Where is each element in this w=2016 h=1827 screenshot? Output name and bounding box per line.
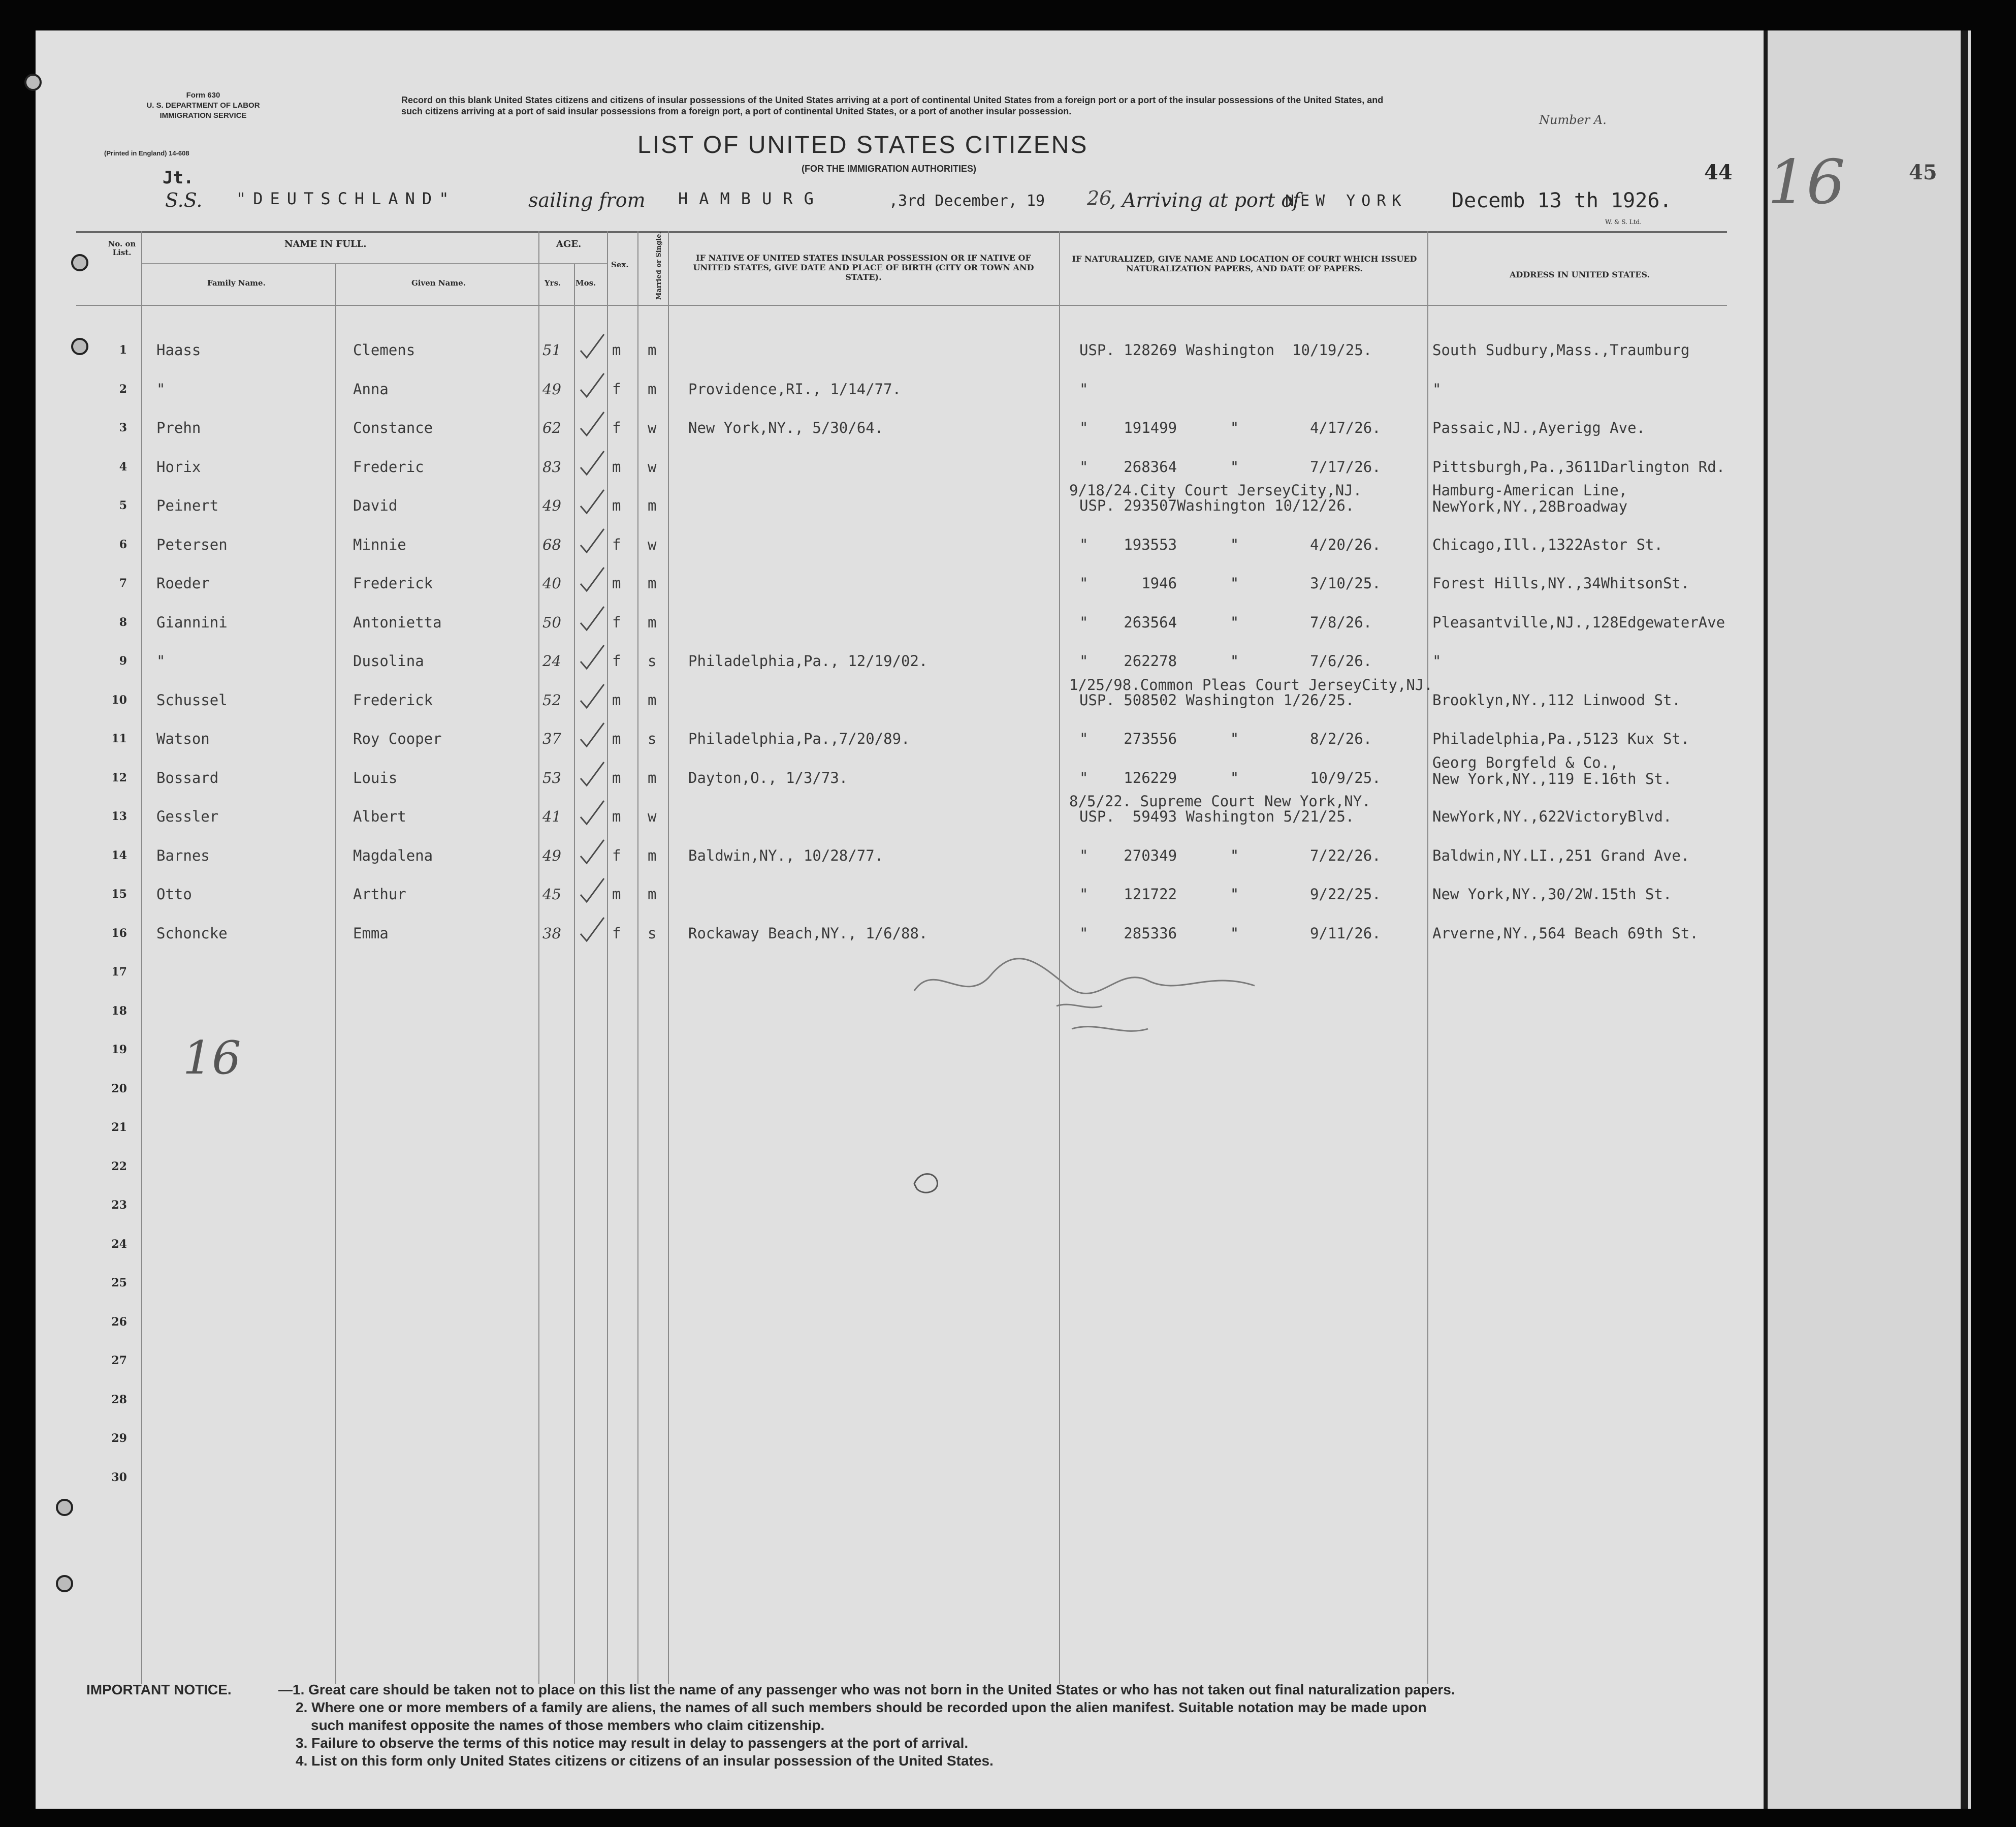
given-name: Dusolina (353, 652, 424, 670)
sex: m (612, 730, 621, 747)
naturalization-info: USP. 508502 Washington 1/26/25. (1079, 691, 1355, 709)
sex: f (612, 419, 621, 436)
birth-info: Rockaway Beach,NY., 1/6/88. (688, 924, 928, 942)
notice-item-3: 3. Failure to observe the terms of this notice may result in delay to passengers at the port of arrival. (296, 1735, 969, 1751)
given-name: Frederick (353, 575, 433, 592)
family-name: Roeder (156, 575, 210, 592)
page-subtitle: (FOR THE IMMIGRATION AUTHORITIES) (802, 164, 976, 174)
marital-status: w (648, 419, 657, 436)
family-name: Giannini (156, 613, 228, 631)
address: Pittsburgh,Pa.,3611Darlington Rd. (1432, 458, 1725, 476)
address: Philadelphia,Pa.,5123 Kux St. (1432, 730, 1690, 747)
manifest-page (36, 30, 1768, 1809)
printer-mark: W. & S. Ltd. (1605, 218, 1642, 226)
court-note: 9/18/24.City Court JerseyCity,NJ. (1069, 482, 1362, 499)
given-name: Arthur (353, 886, 406, 903)
marital-status: m (648, 846, 657, 864)
header-bottom-rule (76, 305, 1727, 306)
row-number: 18 (111, 1004, 127, 1018)
page-edge-line (1764, 30, 1768, 1809)
address: Passaic,NJ.,Ayerigg Ave. (1432, 419, 1646, 436)
marital-status: m (648, 886, 657, 903)
naturalization-info: " 1946 " 3/10/25. (1079, 575, 1381, 592)
marital-status: m (648, 613, 657, 631)
check-mark-icon (577, 759, 607, 790)
check-mark-icon (577, 720, 607, 750)
page-title: LIST OF UNITED STATES CITIZENS (637, 132, 1089, 159)
handwritten-count: 16 (183, 1031, 241, 1085)
marital-status: m (648, 691, 657, 709)
notice-item-4: 4. List on this form only United States citizens or citizens of an insular possession of the United States. (296, 1753, 994, 1769)
form-id-block (117, 90, 290, 121)
age-years: 49 (542, 380, 561, 398)
family-name: Petersen (156, 536, 228, 553)
printed-note: (Printed in England) 14-608 (104, 149, 189, 157)
marital-status: s (648, 652, 657, 670)
row-number: 24 (111, 1237, 127, 1251)
birth-info: New York,NY., 5/30/64. (688, 419, 884, 436)
naturalization-info: " (1079, 380, 1089, 398)
sex: f (612, 613, 621, 631)
row-number: 20 (111, 1082, 127, 1095)
given-name: Emma (353, 924, 389, 942)
sex: m (612, 575, 621, 592)
age-years: 45 (542, 886, 561, 903)
address: Hamburg-American Line, (1432, 482, 1628, 499)
row-number: 23 (111, 1199, 127, 1212)
col-rule (1427, 231, 1428, 1684)
naturalization-info: " 273556 " 8/2/26. (1079, 730, 1372, 747)
marital-status: m (648, 341, 657, 359)
row-number: 11 (111, 732, 127, 745)
naturalization-info: USP. 293507Washington 10/12/26. (1079, 497, 1355, 514)
row-number: 30 (111, 1470, 127, 1484)
check-mark-icon (577, 331, 607, 362)
given-name: Clemens (353, 341, 415, 359)
address: NewYork,NY.,622VictoryBlvd. (1432, 808, 1672, 825)
notice-label: IMPORTANT NOTICE. (86, 1682, 232, 1697)
sailing-label: sailing from (528, 189, 646, 211)
department: U. S. DEPARTMENT OF LABOR (146, 101, 260, 110)
family-name: Horix (156, 458, 201, 476)
family-name: Prehn (156, 419, 201, 436)
address: Brooklyn,NY.,112 Linwood St. (1432, 691, 1681, 709)
naturalization-info: " 270349 " 7/22/26. (1079, 846, 1381, 864)
age-years: 38 (542, 924, 561, 942)
row-number: 14 (111, 848, 127, 862)
binder-hole (24, 74, 42, 91)
departure-year: 26 (1087, 187, 1112, 209)
age-years: 52 (542, 691, 561, 709)
check-mark-icon (577, 837, 607, 867)
binder-hole (56, 1499, 73, 1516)
family-name: " (156, 652, 166, 670)
ss-label: S.S. (165, 189, 203, 211)
address: Forest Hills,NY.,34WhitsonSt. (1432, 575, 1690, 592)
birth-info: Philadelphia,Pa.,7/20/89. (688, 730, 910, 747)
handwritten-number: 16 (1768, 147, 1845, 218)
check-mark-icon (577, 798, 607, 828)
sex: m (612, 769, 621, 786)
notice-item-2b: such manifest opposite the names of those members who claim citizenship. (311, 1717, 825, 1733)
number-label: Number A. (1539, 113, 1607, 127)
sex: f (612, 846, 621, 864)
sex: m (612, 458, 621, 476)
address: Baldwin,NY.LI.,251 Grand Ave. (1432, 846, 1690, 864)
col-header-yrs: Yrs. (545, 278, 561, 288)
check-mark-icon (577, 875, 607, 906)
check-mark-icon (577, 487, 607, 517)
check-mark-icon (577, 448, 607, 479)
marital-status: w (648, 458, 657, 476)
family-name: Barnes (156, 846, 210, 864)
birth-info: Dayton,O., 1/3/73. (688, 769, 848, 786)
birth-info: Providence,RI., 1/14/77. (688, 380, 902, 398)
given-name: Constance (353, 419, 433, 436)
col-rule (574, 264, 575, 1684)
naturalization-info: " 285336 " 9/11/26. (1079, 924, 1381, 942)
age-years: 53 (542, 769, 561, 786)
ink-mark (909, 1169, 945, 1199)
age-years: 62 (542, 419, 561, 436)
given-name: Roy Cooper (353, 730, 442, 747)
page-number: 44 (1704, 161, 1733, 184)
col-rule (538, 231, 539, 1684)
check-mark-icon (577, 526, 607, 556)
col-rule (607, 231, 608, 1684)
row-number: 13 (111, 810, 127, 823)
row-number: 19 (111, 1043, 127, 1056)
signature-scrawl (904, 930, 1270, 1047)
row-number: 7 (119, 577, 127, 590)
family-name: Watson (156, 730, 210, 747)
address: Georg Borgfeld & Co., (1432, 753, 1619, 771)
sex: m (612, 341, 621, 359)
address: Arverne,NY.,564 Beach 69th St. (1432, 924, 1699, 942)
row-number: 27 (111, 1354, 127, 1367)
check-mark-icon (577, 681, 607, 712)
sex: m (612, 808, 621, 825)
row-number: 17 (111, 965, 127, 979)
family-name: Schussel (156, 691, 228, 709)
given-name: Magdalena (353, 846, 433, 864)
col-header-naturalized: IF NATURALIZED, GIVE NAME AND LOCATION OF COURT WHICH ISSUED NATURALIZATION PAPERS, AND DATE OF PAPERS. (1072, 254, 1417, 273)
check-mark-icon (577, 642, 607, 673)
subheader-rule (141, 263, 607, 264)
row-number: 29 (111, 1432, 127, 1445)
age-years: 37 (542, 730, 561, 747)
col-header-name: NAME IN FULL. (284, 239, 367, 249)
row-number: 4 (119, 460, 127, 474)
sex: f (612, 924, 621, 942)
row-number: 9 (119, 654, 127, 668)
family-name: Otto (156, 886, 192, 903)
marital-status: w (648, 536, 657, 553)
marital-status: m (648, 575, 657, 592)
sex: f (612, 652, 621, 670)
col-rule (637, 231, 638, 1684)
col-header-married: Married or Single. (655, 232, 663, 300)
naturalization-info: " 191499 " 4/17/26. (1079, 419, 1381, 436)
given-name: Louis (353, 769, 398, 786)
col-header-address: ADDRESS IN UNITED STATES. (1509, 270, 1650, 279)
check-mark-icon (577, 564, 607, 595)
marital-status: m (648, 497, 657, 514)
jt-mark: Jt. (163, 168, 194, 188)
marital-status: m (648, 380, 657, 398)
given-name: Frederick (353, 691, 433, 709)
port-of-arrival: NEW YORK (1285, 192, 1407, 210)
sex: f (612, 536, 621, 553)
court-note: 1/25/98.Common Pleas Court JerseyCity,NJ. (1069, 676, 1433, 694)
given-name: Anna (353, 380, 389, 398)
age-years: 83 (542, 458, 561, 476)
departure-date: ,3rd December, 19 (889, 192, 1045, 210)
row-number: 22 (111, 1159, 127, 1173)
naturalization-info: USP. 128269 Washington 10/19/25. (1079, 341, 1372, 359)
arriving-label: , Arriving at port of (1110, 189, 1300, 211)
family-name: Haass (156, 341, 201, 359)
age-years: 41 (542, 808, 561, 825)
naturalization-info: " 121722 " 9/22/25. (1079, 886, 1381, 903)
address: " (1432, 652, 1442, 670)
binder-hole (71, 254, 88, 271)
age-years: 49 (542, 497, 561, 514)
age-years: 50 (542, 613, 561, 631)
address: " (1432, 380, 1442, 398)
address-line-2: New York,NY.,119 E.16th St. (1432, 770, 1672, 788)
naturalization-info: " 262278 " 7/6/26. (1079, 652, 1372, 670)
row-number: 26 (111, 1315, 127, 1329)
court-note: 8/5/22. Supreme Court New York,NY. (1069, 793, 1371, 810)
row-number: 28 (111, 1393, 127, 1406)
notice-item-2: 2. Where one or more members of a family are aliens, the names of all such members should be recorded upon the alien manifest. Suitable notation may be made upon (296, 1699, 1427, 1715)
naturalization-info: " 268364 " 7/17/26. (1079, 458, 1381, 476)
family-name: Gessler (156, 808, 219, 825)
ship-name: "DEUTSCHLAND" (236, 189, 456, 208)
col-header-age: AGE. (556, 239, 582, 249)
given-name: Antonietta (353, 613, 442, 631)
port-of-departure: HAMBURG (678, 189, 825, 208)
marital-status: s (648, 924, 657, 942)
given-name: Frederic (353, 458, 424, 476)
row-number: 8 (119, 615, 127, 629)
col-header-native: IF NATIVE OF UNITED STATES INSULAR POSSESSION OR IF NATIVE OF UNITED STATES, GIVE DATE AND PLACE OF BIRTH (CITY OR TOWN AND STATE). (693, 253, 1034, 282)
age-years: 49 (542, 846, 561, 864)
right-page-number: 45 (1909, 161, 1937, 184)
given-name: Minnie (353, 536, 406, 553)
family-name: Bossard (156, 769, 219, 786)
binder-hole (56, 1575, 73, 1592)
col-header-family: Family Name. (207, 278, 266, 288)
check-mark-icon (577, 915, 607, 945)
sex: m (612, 691, 621, 709)
row-number: 16 (111, 926, 127, 940)
birth-info: Philadelphia,Pa., 12/19/02. (688, 652, 928, 670)
naturalization-info: " 126229 " 10/9/25. (1079, 769, 1381, 786)
row-number: 25 (111, 1276, 127, 1289)
address: New York,NY.,30/2W.15th St. (1432, 886, 1672, 903)
table-top-rule (76, 231, 1727, 233)
page-edge-line (1961, 30, 1968, 1809)
address: Pleasantville,NJ.,128EdgewaterAve (1432, 613, 1725, 631)
family-name: Peinert (156, 497, 219, 514)
row-number: 3 (119, 421, 127, 434)
marital-status: m (648, 769, 657, 786)
row-number: 5 (119, 499, 127, 512)
marital-status: w (648, 808, 657, 825)
col-header-mos: Mos. (575, 278, 596, 288)
col-rule (335, 264, 336, 1684)
adjacent-page-edge (1768, 30, 1971, 1809)
col-header-given: Given Name. (411, 278, 466, 288)
notice-item-1: —1. Great care should be taken not to place on this list the name of any passenger who was not born in the United States or who has not taken out final naturalization papers. (278, 1682, 1455, 1697)
row-number: 10 (111, 693, 127, 707)
col-header-sex: Sex. (611, 260, 629, 269)
family-name: " (156, 380, 166, 398)
age-years: 40 (542, 575, 561, 592)
col-rule (668, 231, 669, 1684)
given-name: Albert (353, 808, 406, 825)
address-line-2: NewYork,NY.,28Broadway (1432, 498, 1628, 515)
naturalization-info: " 193553 " 4/20/26. (1079, 536, 1381, 553)
family-name: Schoncke (156, 924, 228, 942)
given-name: David (353, 497, 398, 514)
marital-status: s (648, 730, 657, 747)
sex: m (612, 497, 621, 514)
col-header-no: No. on List. (108, 239, 136, 257)
age-years: 24 (542, 652, 561, 670)
row-number: 15 (111, 888, 127, 901)
birth-info: Baldwin,NY., 10/28/77. (688, 846, 884, 864)
row-number: 6 (119, 538, 127, 551)
row-number: 2 (119, 382, 127, 396)
check-mark-icon (577, 409, 607, 439)
instructions-text: Record on this blank United States citizens and citizens of insular possessions of the United States arriving at a port of continental United States from a foreign port or a port of the insular possessions of the United States, and such citizens arriving at a port of said insular possessions from a foreign port, a port of continental United States, or a port of another insular possession. (401, 95, 1384, 116)
row-number: 1 (119, 343, 127, 357)
row-number: 21 (111, 1121, 127, 1134)
arrival-date: Decemb 13 th 1926. (1452, 189, 1672, 212)
binder-hole (71, 338, 88, 355)
sex: f (612, 380, 621, 398)
check-mark-icon (577, 604, 607, 634)
col-rule (141, 231, 142, 1684)
age-years: 51 (542, 341, 561, 359)
naturalization-info: USP. 59493 Washington 5/21/25. (1079, 808, 1355, 825)
service: IMMIGRATION SERVICE (159, 111, 247, 120)
row-number: 12 (111, 771, 127, 784)
check-mark-icon (577, 370, 607, 401)
address: South Sudbury,Mass.,Traumburg (1432, 341, 1690, 359)
form-number: Form 630 (186, 91, 220, 100)
sex: m (612, 886, 621, 903)
naturalization-info: " 263564 " 7/8/26. (1079, 613, 1372, 631)
address: Chicago,Ill.,1322Astor St. (1432, 536, 1663, 553)
age-years: 68 (542, 536, 561, 553)
